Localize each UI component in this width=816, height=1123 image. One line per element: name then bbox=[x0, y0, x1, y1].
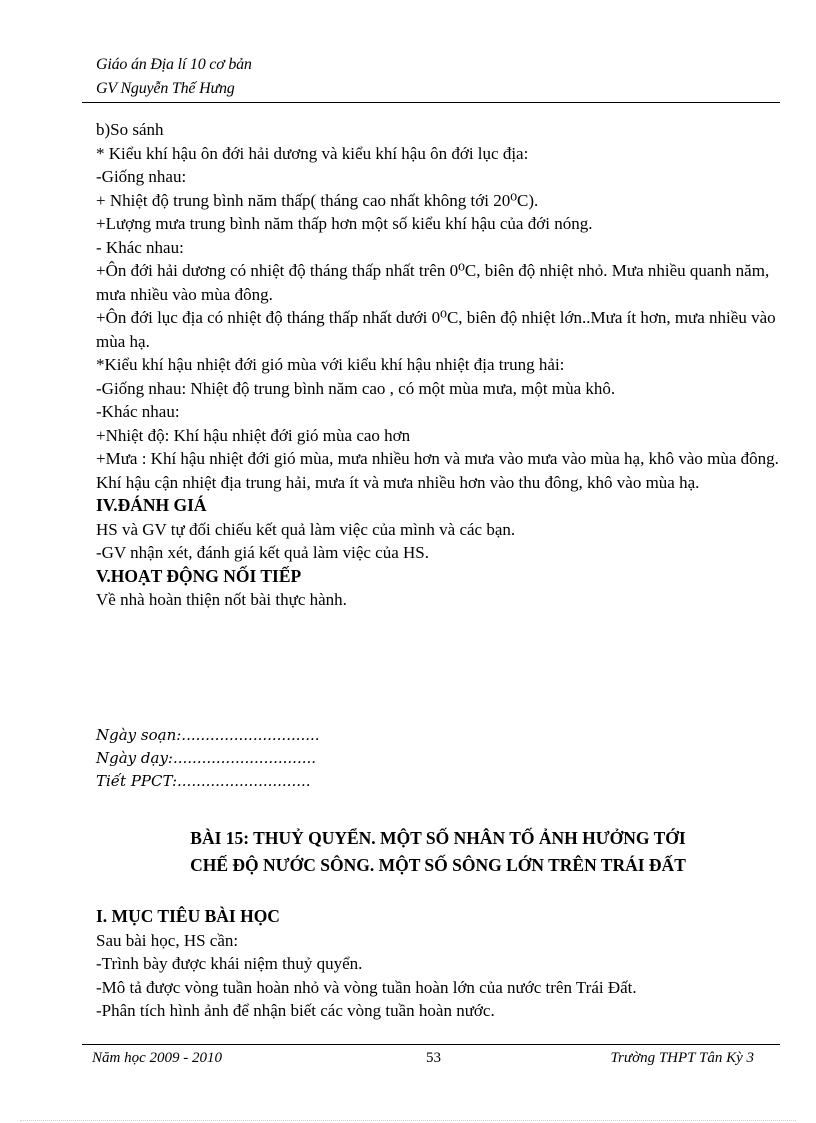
text-line: -GV nhận xét, đánh giá kết quả làm việc của HS. bbox=[96, 543, 429, 562]
lesson-title-line1: BÀI 15: THUỶ QUYỂN. MỘT SỐ NHÂN TỐ ẢNH HƯỞNG TỚI bbox=[190, 828, 686, 848]
teach-date-field: Ngày dạy:.............................. bbox=[96, 749, 317, 767]
page-number: 53 bbox=[426, 1050, 441, 1066]
header-teacher-name: GV Nguyễn Thế Hưng bbox=[96, 80, 235, 97]
document-body bbox=[96, 118, 780, 612]
text-line: + Nhiệt độ trung bình năm thấp( tháng cao nhất không tới 20⁰C). bbox=[96, 190, 539, 210]
prep-date-field: Ngày soạn:............................. bbox=[96, 726, 320, 744]
text-line: -Giống nhau: bbox=[96, 167, 187, 186]
text-line: -Mô tả được vòng tuần hoàn nhỏ và vòng tuần hoàn lớn của nước trên Trái Đất. bbox=[96, 977, 637, 997]
text-line: -Phân tích hình ảnh để nhận biết các vòng tuần hoàn nước. bbox=[96, 1001, 495, 1020]
header-course-title: Giáo án Địa lí 10 cơ bản bbox=[96, 56, 252, 73]
section-heading-objectives: I. MỤC TIÊU BÀI HỌC bbox=[96, 906, 280, 926]
footer-school-year: Năm học 2009 - 2010 bbox=[92, 1050, 222, 1066]
header-rule bbox=[82, 102, 780, 103]
text-line: -Trình bày được khái niệm thuỷ quyển. bbox=[96, 954, 363, 973]
page-edge-divider bbox=[20, 1120, 796, 1121]
text-line: - Khác nhau: bbox=[96, 237, 184, 257]
section-heading-evaluation: IV.ĐÁNH GIÁ bbox=[96, 495, 207, 515]
lesson-period-field: Tiết PPCT:............................ bbox=[96, 772, 311, 790]
footer-school-name: Trường THPT Tân Kỳ 3 bbox=[610, 1050, 754, 1066]
text-line: +Nhiệt độ: Khí hậu nhiệt đới gió mùa cao hơn bbox=[96, 425, 411, 445]
text-line: Sau bài học, HS cần: bbox=[96, 930, 239, 950]
section-heading-followup: V.HOẠT ĐỘNG NỐI TIẾP bbox=[96, 565, 302, 586]
text-line: +Ôn đới lục địa có nhiệt độ tháng thấp nhất dưới 0⁰C, biên độ nhiệt lớn..Mưa ít hơn, mưa nhiều vào mùa hạ. bbox=[96, 308, 776, 351]
text-line: -Khác nhau: bbox=[96, 402, 180, 421]
text-line: +Mưa : Khí hậu nhiệt đới gió mùa, mưa nhiều hơn và mưa vào mưa vào mùa hạ, khô vào mùa đông. Khí hậu cận nhiệt địa trung hải, mưa ít và mưa nhiều hơn vào thu đông, khô vào mùa hạ. bbox=[96, 449, 779, 492]
text-line: Về nhà hoàn thiện nốt bài thực hành. bbox=[96, 590, 347, 609]
text-line: *Kiểu khí hậu nhiệt đới gió mùa với kiểu khí hậu nhiệt địa trung hải: bbox=[96, 355, 565, 374]
lesson-title-line2: CHẾ ĐỘ NƯỚC SÔNG. MỘT SỐ SÔNG LỚN TRÊN TRÁI ĐẤT bbox=[190, 855, 686, 875]
text-line: b)So sánh bbox=[96, 120, 164, 139]
text-line: -Giống nhau: Nhiệt độ trung bình năm cao , có một mùa mưa, một mùa khô. bbox=[96, 378, 616, 398]
footer-rule bbox=[82, 1044, 780, 1045]
lesson-objectives bbox=[96, 905, 780, 1023]
text-line: * Kiểu khí hậu ôn đới hải dương và kiểu khí hậu ôn đới lục địa: bbox=[96, 143, 529, 163]
text-line: HS và GV tự đối chiếu kết quả làm việc của mình và các bạn. bbox=[96, 519, 516, 539]
text-line: +Ôn đới hải dương có nhiệt độ tháng thấp nhất trên 0⁰C, biên độ nhiệt nhỏ. Mưa nhiều quanh năm, mưa nhiều vào mùa đông. bbox=[96, 261, 770, 304]
text-line: +Lượng mưa trung bình năm thấp hơn một số kiểu khí hậu của đới nóng. bbox=[96, 214, 593, 233]
